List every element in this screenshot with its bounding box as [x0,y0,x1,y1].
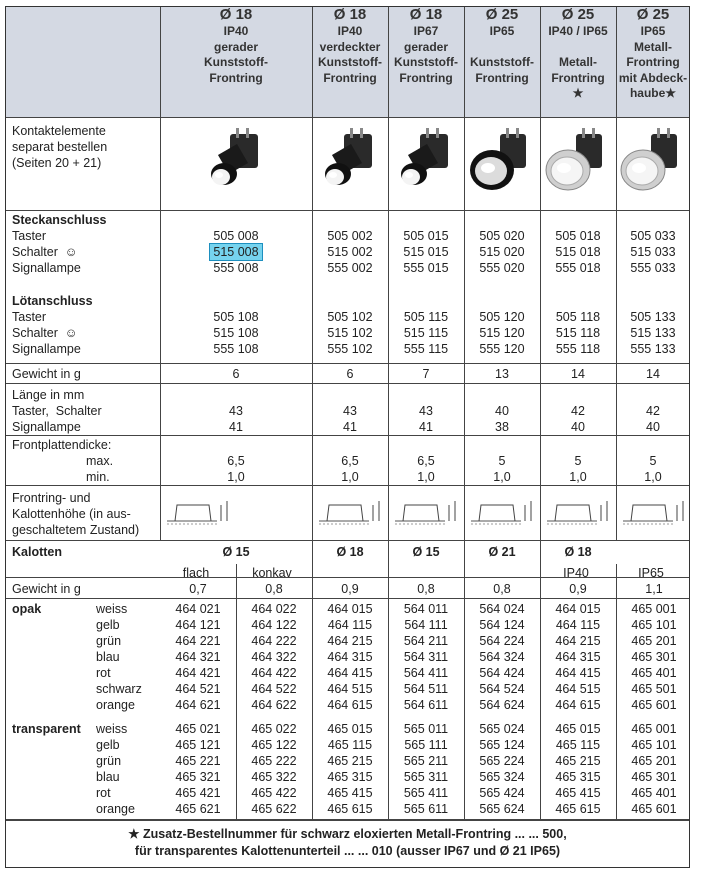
order-number[interactable]: 515 133 [630,326,676,340]
column-description: verdeckter [319,39,381,54]
height-drawing [621,493,687,533]
divider [6,210,689,211]
order-number[interactable]: 464 121 [175,618,221,632]
contact-note: separat bestellen [12,140,108,154]
order-number[interactable]: 465 201 [631,754,677,768]
length-value: 43 [229,404,243,418]
contact-note: (Seiten 20 + 21) [12,156,102,170]
order-number[interactable]: 465 415 [555,786,601,800]
divider [6,117,689,118]
order-number[interactable]: 565 111 [404,738,448,752]
order-number[interactable]: 465 121 [175,738,221,752]
column-diameter: Ø 18 [219,6,253,23]
order-number[interactable]: 465 621 [175,802,221,816]
column-diameter: Ø 18 [333,6,367,23]
order-number[interactable]: 465 401 [631,786,677,800]
order-number[interactable]: 464 615 [555,698,601,712]
group-title-transparent: transparent [12,722,81,736]
order-number[interactable]: 464 122 [251,618,297,632]
column-description: Kunststoff- [204,55,268,69]
order-number[interactable]: 464 021 [175,602,221,616]
footer-note: ★ Zusatz-Bestellnummer für schwarz eloxierten Metall-Frontring ... ... 500, [128,827,567,841]
divider [6,485,689,486]
weight-label: Gewicht in g [12,582,81,596]
order-number[interactable]: 555 020 [479,261,525,275]
section-title-steckanschluss: Steckanschluss [12,213,107,227]
weight-value: 7 [422,367,430,381]
column-header [465,6,539,102]
order-number[interactable]: 564 424 [479,666,525,680]
order-number[interactable]: 465 122 [251,738,297,752]
order-number[interactable]: 464 622 [251,698,297,712]
order-number[interactable]: 564 411 [403,666,449,680]
order-number[interactable]: 565 311 [403,770,449,784]
column-diameter: Ø 25 [485,6,519,23]
row-label: Taster [12,229,47,243]
plate-value: 1,0 [644,470,662,484]
order-number[interactable]: 555 118 [555,342,601,356]
order-number[interactable]: 565 224 [479,754,525,768]
order-number[interactable]: 465 601 [631,802,677,816]
color-label: gelb [96,738,120,752]
order-number[interactable]: 465 421 [175,786,221,800]
pushbutton-photo [390,124,462,202]
order-number[interactable]: 555 018 [555,261,601,275]
height-drawing [393,493,459,533]
order-number[interactable]: 464 015 [555,602,601,616]
order-number[interactable]: 505 018 [555,229,601,243]
order-number[interactable]: 505 008 [213,229,259,243]
pushbutton-photo [200,124,272,202]
order-number[interactable]: 565 024 [479,722,525,736]
order-number[interactable]: 464 215 [327,634,373,648]
order-number[interactable]: 505 002 [327,229,373,243]
column-description: Frontring [626,55,680,69]
order-number[interactable]: 465 415 [327,786,373,800]
weight-value: 0,9 [341,582,359,596]
column-description [541,40,615,56]
divider [6,598,689,599]
order-number[interactable]: 565 211 [403,754,449,768]
order-number[interactable]: 464 222 [251,634,297,648]
order-number[interactable]: 505 102 [327,310,373,324]
order-number[interactable]: 555 015 [403,261,449,275]
order-number[interactable]: 505 108 [213,310,259,324]
order-number[interactable]: 515 033 [630,245,676,259]
column-description: mit Abdeck- [618,70,688,85]
row-label: Schalter ☺ [12,326,78,340]
order-number[interactable]: 515 002 [327,245,373,259]
order-number[interactable]: 515 108 [213,326,259,340]
sub-header: flach [182,566,210,580]
length-value: 42 [571,404,585,418]
order-number[interactable]: 464 521 [175,682,221,696]
column-description: IP40 / IP65 [548,24,608,38]
order-number[interactable]: 564 324 [479,650,525,664]
order-number[interactable]: 464 421 [175,666,221,680]
contact-note: Kontaktelemente [12,124,106,138]
column-description: IP67 [413,24,439,38]
column-description: Kunststoff- [318,55,382,69]
color-label: orange [96,698,135,712]
weight-value: 0,8 [265,582,283,596]
column-description [161,86,311,102]
selected-order-number[interactable]: 515 008 [210,244,262,260]
group-diameter: Ø 15 [222,545,250,559]
weight-label: Gewicht in g [12,367,81,381]
order-number[interactable]: 555 115 [403,342,449,356]
order-number[interactable]: 465 101 [631,738,677,752]
column-description: gerader [403,39,449,54]
order-number[interactable]: 465 322 [251,770,297,784]
plate-value: 6,5 [417,454,435,468]
column-description: Frontring [399,70,453,85]
order-number[interactable]: 505 133 [630,310,676,324]
order-number[interactable]: 465 021 [175,722,221,736]
order-number[interactable]: 564 311 [403,650,449,664]
order-number[interactable]: 465 022 [251,722,297,736]
order-number[interactable]: 505 115 [403,310,449,324]
color-label: blau [96,650,120,664]
order-number[interactable]: 505 118 [555,310,601,324]
order-number[interactable]: 464 321 [175,650,221,664]
plate-value: 6,5 [341,454,359,468]
plate-value: 5 [498,454,506,468]
row-label: Taster, Schalter [12,404,102,418]
order-number[interactable]: 564 111 [404,618,448,632]
order-number[interactable]: 465 215 [555,754,601,768]
order-number[interactable]: 515 115 [403,326,449,340]
order-number[interactable]: 465 301 [631,650,677,664]
length-value: 43 [343,404,357,418]
plate-value: 1,0 [341,470,359,484]
order-number[interactable]: 465 601 [631,698,677,712]
length-value: 38 [495,420,509,434]
order-number[interactable]: 515 118 [555,326,601,340]
order-number[interactable]: 564 124 [479,618,525,632]
sub-header: IP65 [638,566,664,580]
order-number[interactable]: 464 522 [251,682,297,696]
order-number[interactable]: 465 201 [631,634,677,648]
weight-value: 0,7 [189,582,207,596]
order-number[interactable]: 465 401 [631,666,677,680]
column-description: haube★ [629,86,677,100]
column-header [313,6,387,102]
color-label: weiss [96,602,128,616]
plate-value: 1,0 [417,470,435,484]
sub-header: konkav [252,566,292,580]
color-label: schwarz [96,682,142,696]
divider [6,819,689,821]
column-header [161,6,311,102]
order-number[interactable]: 555 133 [630,342,676,356]
column-description: Frontring [551,70,605,85]
order-number[interactable]: 515 015 [403,245,449,259]
order-number[interactable]: 555 108 [213,342,259,356]
order-number[interactable]: 465 315 [555,770,601,784]
section-title-loetanschluss: Lötanschluss [12,294,93,308]
row-label: Signallampe [12,420,81,434]
order-number[interactable]: 465 115 [327,738,373,752]
order-number[interactable]: 555 002 [327,261,373,275]
order-number[interactable]: 465 622 [251,802,297,816]
order-number[interactable]: 465 015 [327,722,373,736]
column-diameter: Ø 25 [561,6,595,23]
group-diameter: Ø 21 [488,545,516,559]
color-label: rot [96,666,111,680]
row-label: geschaltetem Zustand) [12,523,140,537]
order-number[interactable]: 515 102 [327,326,373,340]
column-description: Frontring [323,70,377,85]
order-number[interactable]: 465 315 [327,770,373,784]
group-title-opak: opak [12,602,42,616]
length-value: 42 [646,404,660,418]
order-number[interactable]: 564 224 [479,634,525,648]
column-description [389,86,463,102]
height-drawing [317,493,383,533]
length-value: 41 [229,420,243,434]
order-number[interactable]: 565 624 [479,802,525,816]
order-number[interactable]: 464 422 [251,666,297,680]
row-label: Frontring- und [12,491,91,505]
order-number[interactable]: 464 015 [327,602,373,616]
order-number[interactable]: 465 321 [175,770,221,784]
order-number[interactable]: 464 215 [555,634,601,648]
order-number[interactable]: 464 221 [175,634,221,648]
height-drawing [165,493,231,533]
order-number[interactable]: 465 115 [555,738,601,752]
column-description: IP65 [640,24,666,38]
weight-value: 0,8 [417,582,435,596]
plate-label: Frontplattendicke: [12,438,112,452]
weight-value: 13 [495,367,509,381]
order-number[interactable]: 464 022 [251,602,297,616]
order-number[interactable]: 465 221 [175,754,221,768]
height-drawing [469,493,535,533]
row-label: Taster [12,310,47,324]
sub-header: IP40 [563,566,589,580]
column-description: Metall- [558,55,597,69]
order-number[interactable]: 465 222 [251,754,297,768]
order-number[interactable]: 464 615 [327,698,373,712]
order-number[interactable]: 465 501 [631,682,677,696]
order-number[interactable]: 564 211 [403,634,449,648]
length-value: 41 [343,420,357,434]
order-number[interactable]: 464 515 [555,682,601,696]
order-number[interactable]: 564 011 [403,602,449,616]
divider [6,363,689,364]
color-label: grün [96,634,122,648]
column-diameter: Ø 25 [636,6,670,23]
order-number[interactable]: 565 124 [479,738,525,752]
pushbutton-photo [542,124,614,202]
order-number[interactable]: 565 324 [479,770,525,784]
weight-value: 1,1 [645,582,663,596]
order-number[interactable]: 565 011 [403,722,449,736]
column-description [465,40,539,56]
weight-value: 14 [646,367,660,381]
order-number[interactable]: 465 215 [327,754,373,768]
divider [160,7,161,540]
order-number[interactable]: 464 315 [327,650,373,664]
order-number[interactable]: 465 001 [631,722,677,736]
weight-value: 0,9 [569,582,587,596]
color-label: grün [96,754,122,768]
group-diameter: Ø 18 [564,545,592,559]
order-number[interactable]: 564 624 [479,698,525,712]
length-value: 43 [419,404,433,418]
length-value: 40 [571,420,585,434]
plate-value: 1,0 [569,470,587,484]
column-header [389,6,463,102]
row-label: max. [86,454,114,468]
order-number[interactable]: 555 120 [479,342,525,356]
order-number[interactable]: 464 115 [555,618,601,632]
order-number[interactable]: 464 621 [175,698,221,712]
order-number[interactable]: 515 018 [555,245,601,259]
column-description [465,86,539,102]
row-label: min. [86,470,110,484]
column-description: Frontring [475,70,529,85]
order-number[interactable]: 515 020 [479,245,525,259]
order-number[interactable]: 515 120 [479,326,525,340]
weight-value: 6 [232,367,240,381]
weight-value: 0,8 [493,582,511,596]
weight-value: 6 [346,367,354,381]
order-number[interactable]: 465 422 [251,786,297,800]
pushbutton-photo [314,124,386,202]
order-number[interactable]: 465 101 [631,618,677,632]
plate-value: 5 [649,454,657,468]
order-number[interactable]: 555 008 [213,261,259,275]
row-label: Kalottenhöhe (in aus- [12,507,131,521]
length-label: Länge in mm [12,388,85,402]
order-number[interactable]: 464 415 [555,666,601,680]
length-value: 41 [419,420,433,434]
order-number[interactable]: 555 033 [630,261,676,275]
order-number[interactable]: 465 015 [555,722,601,736]
order-number[interactable]: 505 020 [479,229,525,243]
order-number[interactable]: 464 315 [555,650,601,664]
pushbutton-photo [466,124,538,202]
column-description: Metall- [633,39,672,54]
order-number[interactable]: 464 515 [327,682,373,696]
row-label: Signallampe [12,342,81,356]
order-number[interactable]: 465 301 [631,770,677,784]
plate-value: 5 [574,454,582,468]
column-description: ★ [572,86,584,100]
plate-value: 1,0 [227,470,245,484]
order-number[interactable]: 564 611 [403,698,449,712]
column-header [541,6,615,102]
color-label: gelb [96,618,120,632]
column-description: IP65 [489,24,515,38]
order-number[interactable]: 465 615 [327,802,373,816]
column-description: Frontring [209,70,263,85]
column-description: Kunststoff- [470,55,534,69]
order-number[interactable]: 464 115 [327,618,373,632]
order-number[interactable]: 505 033 [630,229,676,243]
color-label: weiss [96,722,128,736]
order-number[interactable]: 564 024 [479,602,525,616]
divider [6,540,689,541]
length-value: 40 [495,404,509,418]
order-number[interactable]: 505 120 [479,310,525,324]
length-value: 40 [646,420,660,434]
order-number[interactable]: 465 615 [555,802,601,816]
order-number[interactable]: 565 411 [403,786,449,800]
group-diameter: Ø 15 [412,545,440,559]
color-label: rot [96,786,111,800]
column-description: Kunststoff- [394,55,458,69]
height-drawing [545,493,611,533]
weight-value: 14 [571,367,585,381]
color-label: orange [96,802,135,816]
order-number[interactable]: 564 524 [479,682,525,696]
order-number[interactable]: 464 322 [251,650,297,664]
order-number[interactable]: 505 015 [403,229,449,243]
column-description: gerader [213,39,259,54]
order-number[interactable]: 564 511 [403,682,449,696]
column-description: IP40 [223,24,249,38]
column-description [313,86,387,102]
column-diameter: Ø 18 [409,6,443,23]
section-title-kalotten: Kalotten [12,545,62,559]
footer-note: für transparentes Kalottenunterteil ... ... 010 (ausser IP67 und Ø 21 IP65) [134,844,561,858]
column-header [617,6,689,102]
order-number[interactable]: 565 611 [403,802,449,816]
color-label: blau [96,770,120,784]
order-number[interactable]: 565 424 [479,786,525,800]
plate-value: 6,5 [227,454,245,468]
order-number[interactable]: 555 102 [327,342,373,356]
divider [6,435,689,436]
column-description: IP40 [337,24,363,38]
pushbutton-photo [617,124,689,202]
divider [6,383,689,384]
order-number[interactable]: 465 001 [631,602,677,616]
order-number[interactable]: 464 415 [327,666,373,680]
row-label: Schalter ☺ [12,245,78,259]
row-label: Signallampe [12,261,81,275]
plate-value: 1,0 [493,470,511,484]
group-diameter: Ø 18 [336,545,364,559]
